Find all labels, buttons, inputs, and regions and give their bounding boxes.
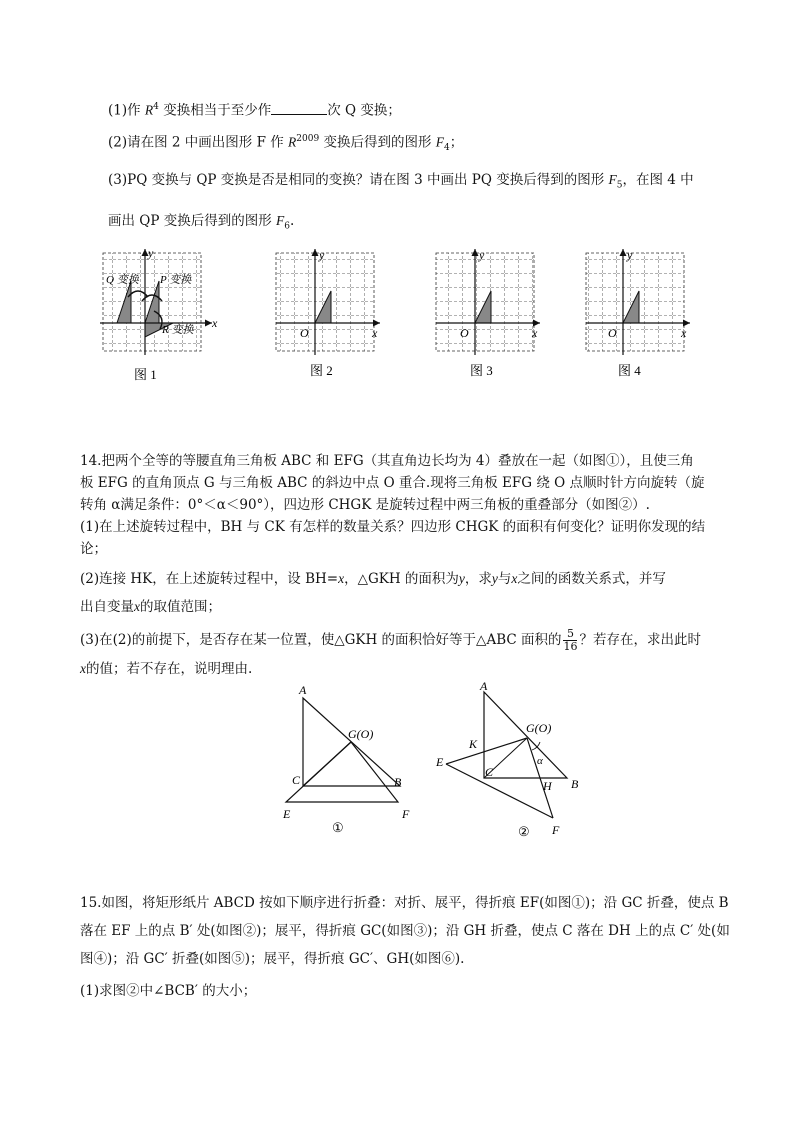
- fig2-c-label: C: [485, 765, 494, 779]
- p14-line-9: x的值；若不存在，说明理由.: [80, 661, 253, 677]
- fig1-r-label: R 变换: [162, 324, 194, 336]
- fig-a-label: A: [299, 683, 307, 697]
- figure-3: [436, 248, 540, 378]
- fig2-origin: O: [300, 326, 309, 340]
- p15-line-2: 落在 EF 上的点 B′ 处(如图②)；展平，得折痕 GC(如图③)；沿 GH 折叠，使点 C 落在 DH 上的点 C′ 处(如: [80, 923, 730, 939]
- p13-question-2: (2)请在图 2 中画出图形 F 作 $R^{2009}$ 变换后得到的图形 $F_4$；: [108, 134, 464, 154]
- fig2-e-label: E: [436, 755, 444, 769]
- p13-question-3: (3)PQ 变换与 QP 变换是否是相同的变换？请在图 3 中画出 PQ 变换后得到的图形 $F_5$，在图 4 中: [108, 172, 694, 191]
- fig4-origin: O: [608, 326, 617, 340]
- triangle-figure-2: [435, 680, 579, 839]
- fig2-x-label: x: [372, 326, 378, 340]
- fig3-origin: O: [460, 326, 469, 340]
- p14-line-8: (3)在(2)的前提下，是否存在某一位置，使△GKH 的面积恰好等于△ABC 面积的 $\frac{5}{16}$ ？若存在，求出此时: [80, 627, 701, 653]
- answer-blank[interactable]: [271, 102, 327, 115]
- fig2-a-label: A: [480, 680, 488, 693]
- p15-line-4: (1)求图②中∠BCB′ 的大小；: [80, 983, 257, 999]
- p13-figures: [0, 245, 794, 405]
- fig2-b-label: B: [571, 777, 579, 791]
- p13-question-3-cont: 画出 QP 变换后得到的图形 $F_6$.: [108, 213, 295, 232]
- fig-e-label: E: [283, 807, 291, 821]
- fig4-y-label: y: [627, 248, 633, 262]
- fig1-q-label: Q 变换: [106, 274, 139, 286]
- figure-4: [586, 248, 690, 378]
- p14-line-6: (2)连接 HK，在上述旋转过程中，设 BH=x，△GKH 的面积为y，求y与x之间的函数关系式，并写: [80, 571, 666, 587]
- fraction-5-16: $\frac{5}{16}$: [563, 627, 578, 653]
- p15-line-1: 15.如图，将矩形纸片 ABCD 按如下顺序进行折叠：对折、展平，得折痕 EF(如图①)；沿 GC 折叠，使点 B: [80, 895, 729, 911]
- fig1-caption: 图 1: [134, 367, 157, 382]
- fig1-y-label: y: [148, 246, 154, 260]
- fig1-p-label: P 变换: [160, 274, 192, 286]
- p14-line-3: 转角 α满足条件：0°＜α＜90°），四边形 CHGK 是旋转过程中两三角板的重叠部分（如图②）.: [80, 497, 650, 513]
- fig3-x-label: x: [532, 326, 538, 340]
- figure-1: [100, 246, 218, 382]
- fig-c-label: C: [292, 773, 301, 787]
- p14-line-5: 论；: [80, 541, 107, 557]
- fig3-y-label: y: [479, 248, 485, 262]
- fig2-caption: 图 2: [310, 363, 333, 378]
- fig4-caption: 图 4: [618, 363, 641, 378]
- figure-2: [276, 248, 380, 378]
- p14-figures: [0, 680, 794, 850]
- fig-number-1: ①: [332, 820, 344, 835]
- fig1-x-label: x: [212, 316, 218, 330]
- triangle-figure-1: [282, 683, 410, 835]
- p15-line-3: 图④)；沿 GC′ 折叠(如图⑤)；展平，得折痕 GC′、GH(如图⑥).: [80, 951, 465, 967]
- fig-number-2: ②: [518, 824, 530, 839]
- p14-line-7: 出自变量x的取值范围；: [80, 599, 221, 615]
- fig2-y-label: y: [319, 248, 325, 262]
- fig2-k-label: K: [469, 737, 478, 751]
- fig4-x-label: x: [681, 326, 687, 340]
- fig3-caption: 图 3: [470, 363, 493, 378]
- fig2-g-label: G(O): [526, 721, 552, 735]
- p14-line-2: 板 EFG 的直角顶点 G 与三角板 ABC 的斜边中点 O 重合.现将三角板 EFG 绕 O 点顺时针方向旋转（旋: [80, 475, 705, 491]
- fig2-alpha-label: α: [537, 755, 543, 767]
- p13-question-1: (1)作 $R^4$ 变换相当于至少作 次 Q 变换；: [108, 102, 401, 119]
- p14-line-1: 14.把两个全等的等腰直角三角板 ABC 和 EFG（其直角边长均为 4）叠放在一起（如图①），且使三角: [80, 453, 694, 469]
- fig-b-label: B: [394, 775, 402, 789]
- fig2-h-label: H: [543, 779, 552, 793]
- fig2-f-label: F: [552, 823, 560, 837]
- fig-g-label: G(O): [348, 727, 374, 741]
- fig-f-label: F: [402, 807, 410, 821]
- p14-line-4: (1)在上述旋转过程中，BH 与 CK 有怎样的数量关系？四边形 CHGK 的面积有何变化？证明你发现的结: [80, 519, 706, 535]
